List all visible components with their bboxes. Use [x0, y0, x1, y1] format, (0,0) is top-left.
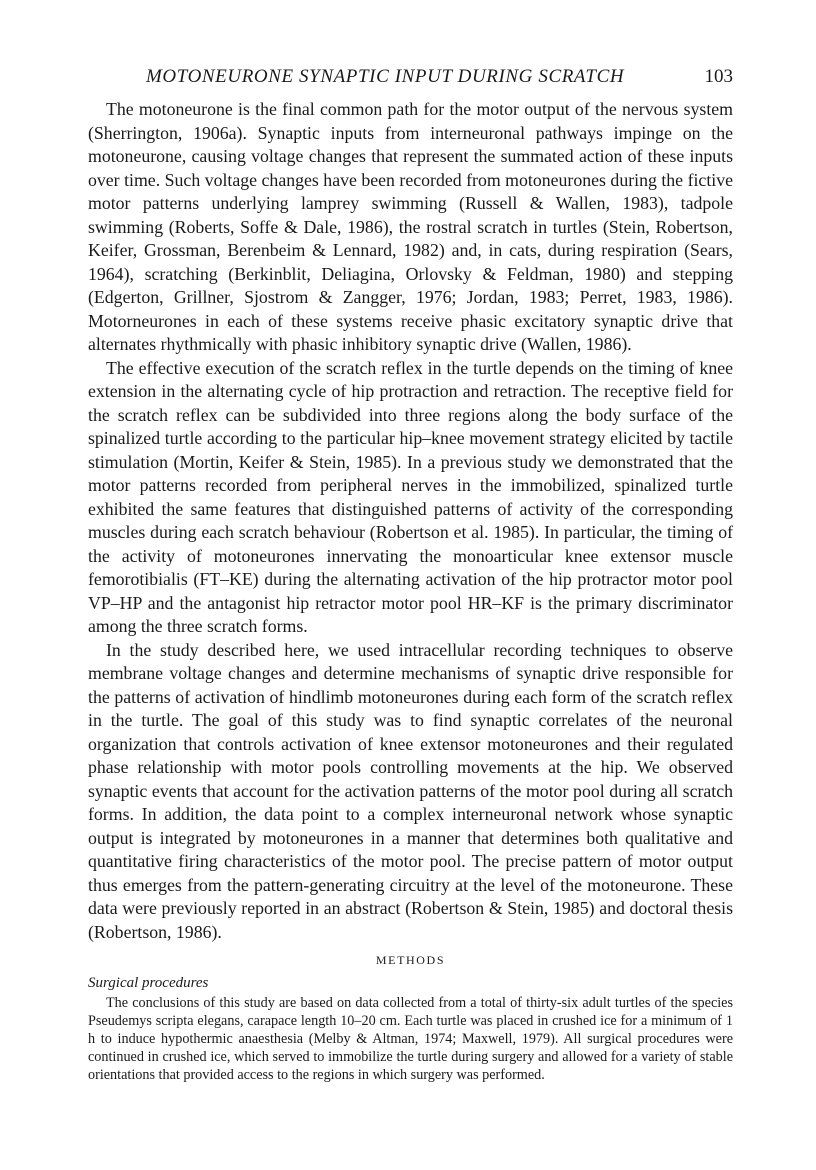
section-heading-methods: METHODS — [375, 953, 446, 967]
running-title: MOTONEURONE SYNAPTIC INPUT DURING SCRATCH — [146, 66, 625, 87]
page-number: 103 — [704, 66, 733, 87]
paragraph: The motoneurone is the final common path for the motor output of the nervous system (Sherrington, 1906a). Synaptic inputs from interneuronal pathways impinge on the motoneurone, causing voltage changes that represent the summated action of these inputs over time. Such voltage changes have been recorded from motoneurones during the fictive motor patterns underlying lamprey swimming (Russell & Wallen, 1983), tadpole swimming (Roberts, Soffe & Dale, 1986), the rostral scratch in turtles (Stein, Robertson, Keifer, Grossman, Berenbeim & Lennard, 1982) and, in cats, during respiration (Sears, 1964), scratching (Berkinblit, Deliagina, Orlovsky & Feldman, 1980) and stepping (Edgerton, Grillner, Sjostrom & Zangger, 1976; Jordan, 1983; Perret, 1983, 1986). Motorneurones in each of these systems receive phasic excitatory synaptic drive that alternates rhythmically with phasic inhibitory synaptic drive (Wallen, 1986). — [88, 99, 733, 354]
introduction-body — [88, 98, 733, 944]
subsection-heading: Surgical procedures — [88, 975, 209, 991]
paragraph: The conclusions of this study are based on data collected from a total of thirty-six adult turtles of the species Pseudemys scripta elegans, carapace length 10–20 cm. Each turtle was placed in crushed ice for a minimum of 1 h to induce hypothermic anaesthesia (Melby & Altman, 1974; Maxwell, 1979). All surgical procedures were continued in crushed ice, which served to immobilize the turtle during surgery and allowed for a variety of stable orientations that provided access to the regions in which surgery was performed. — [88, 995, 733, 1083]
running-header — [88, 66, 733, 92]
paragraph: In the study described here, we used intracellular recording techniques to observe membrane voltage changes and determine mechanisms of synaptic drive responsible for the patterns of activation of hindlimb motoneurones during each form of the scratch reflex in the turtle. The goal of this study was to find synaptic correlates of the neuronal organization that controls activation of knee extensor motoneurones and their regulated phase relationship with motor pools controlling movements at the hip. We observed synaptic events that account for the activation patterns of the motor pool during all scratch forms. In addition, the data point to a complex interneuronal network whose synaptic output is integrated by motoneurones in a manner that determines both qualitative and quantitative firing characteristics of the motor pool. The precise pattern of motor output thus emerges from the pattern-generating circuitry at the level of the motoneurone. These data were previously reported in an abstract (Robertson & Stein, 1985) and doctoral thesis (Robertson, 1986). — [88, 639, 733, 942]
methods-body — [88, 994, 733, 1084]
paragraph: The effective execution of the scratch reflex in the turtle depends on the timing of knee extension in the alternating cycle of hip protraction and retraction. The receptive field for the scratch reflex can be subdivided into three regions along the body surface of the spinalized turtle according to the particular hip–knee movement strategy elicited by tactile stimulation (Mortin, Keifer & Stein, 1985). In a previous study we demonstrated that the motor patterns recorded from peripheral nerves in the immobilized, spinalized turtle exhibited the same features that distinguished patterns of activity of the corresponding muscles during each scratch behaviour (Robertson et al. 1985). In particular, the timing of the activity of motoneurones innervating the monoarticular knee extensor muscle femorotibialis (FT–KE) during the alternating activation of the hip protractor motor pool VP–HP and the antagonist hip retractor motor pool HR–KF is the primary discriminator among the three scratch forms. — [88, 357, 733, 636]
